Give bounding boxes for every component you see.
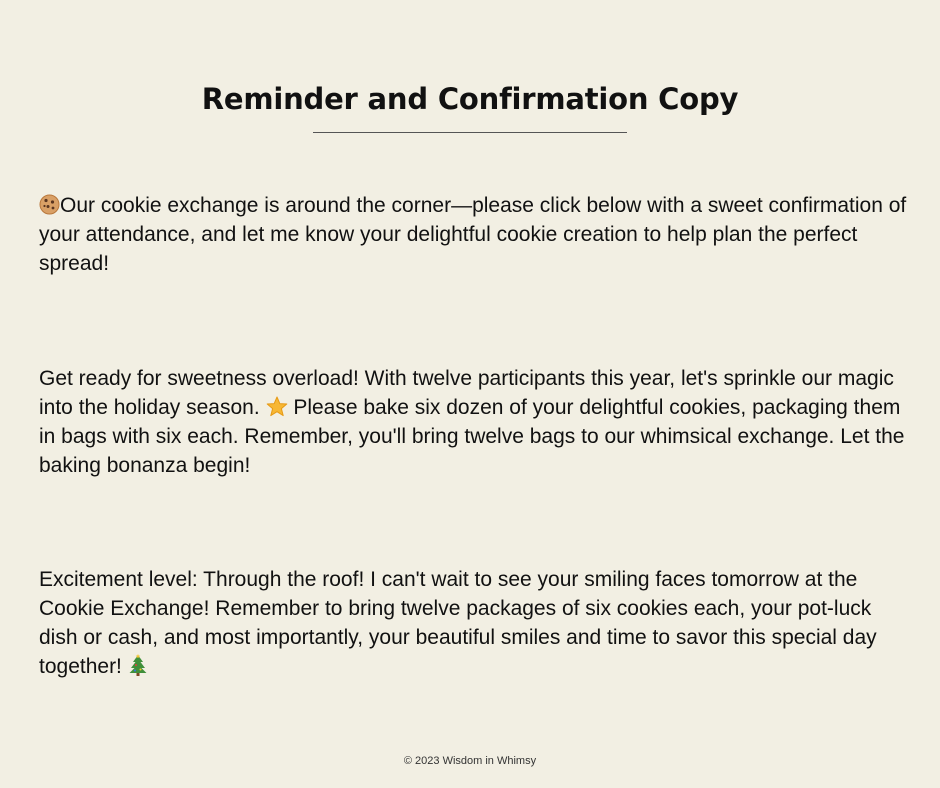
star-icon	[266, 396, 288, 417]
paragraph-confirmation	[39, 191, 907, 278]
cookie-icon	[39, 194, 60, 215]
paragraph-confirmation-text: Our cookie exchange is around the corner—please click below with a sweet confirmation of your attendance, and let me know your delightful cookie creation to help plan the perfect spread!	[39, 194, 907, 275]
paragraph-instructions-text-start: Get ready for sweetness overload! With twelve participants this year, let's sprinkle our magic into the holiday season.	[39, 367, 894, 419]
paragraph-excitement	[39, 565, 907, 681]
paragraph-instructions-text-end: Please bake six dozen of your delightful cookies, packaging them in bags with six each. Remember, you'll bring twelve bags to our whimsical exchange. Let the baking bonanza begin!	[39, 396, 905, 477]
page-title: Reminder and Confirmation Copy	[201, 82, 739, 116]
title-divider	[313, 132, 627, 133]
christmas-tree-icon	[128, 654, 148, 676]
paragraph-excitement-text: Excitement level: Through the roof! I can't wait to see your smiling faces tomorrow at the Cookie Exchange! Remember to bring twelve packages of six cookies each, your pot-luck dish or cash, and most importantly, your beautiful smiles and time to savor this special day together!	[39, 568, 877, 678]
footer-copyright: © 2023 Wisdom in Whimsy	[403, 755, 537, 767]
paragraph-instructions	[39, 364, 907, 480]
